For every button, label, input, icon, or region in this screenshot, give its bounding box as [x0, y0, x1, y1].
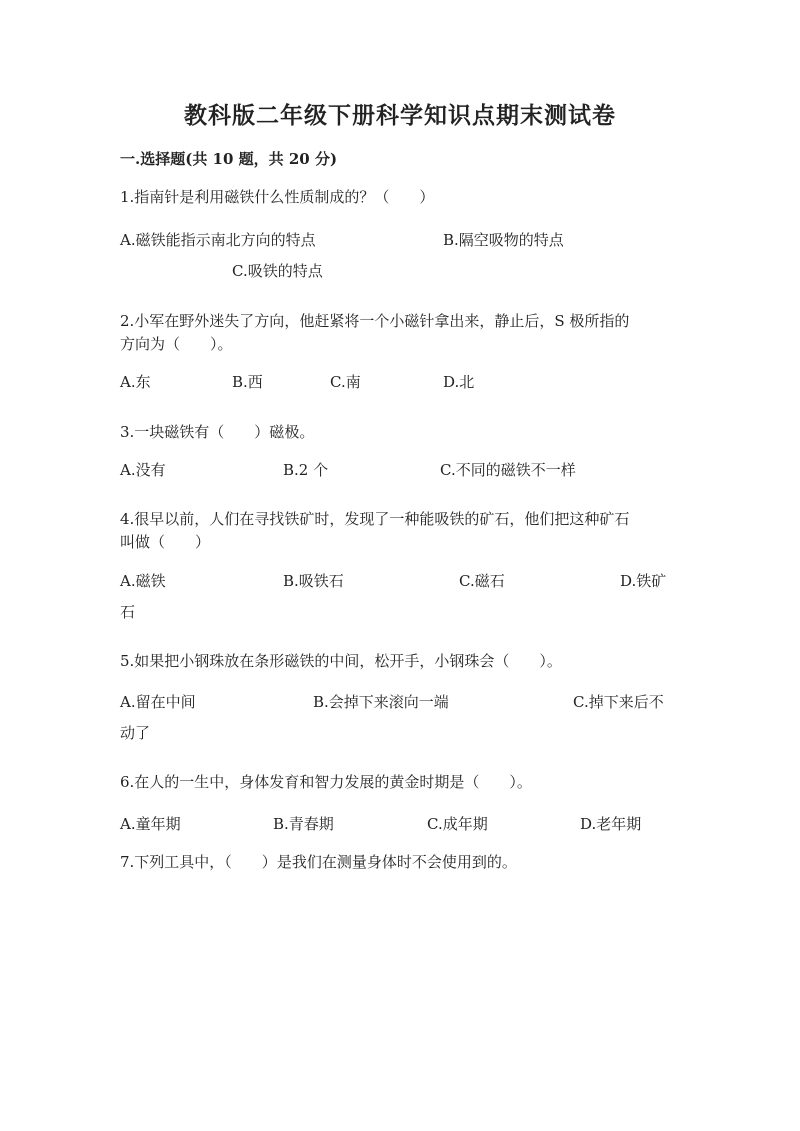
question-2-stem-line1: 2.小军在野外迷失了方向，他赶紧将一个小磁针拿出来，静止后，S 极所指的 [120, 312, 630, 330]
question-3-option-a: A.没有 [120, 461, 166, 479]
question-6-stem: 6.在人的一生中，身体发育和智力发展的黄金时期是（ ）。 [120, 773, 532, 791]
question-2-option-b: B.西 [232, 373, 263, 391]
question-6-option-d: D.老年期 [580, 815, 642, 833]
question-6-option-c: C.成年期 [427, 815, 488, 833]
question-4-stem-line2: 叫做（ ） [120, 533, 211, 551]
question-5-option-c-wrap: 动了 [120, 724, 151, 742]
question-4-option-a: A.磁铁 [120, 572, 166, 590]
question-1-option-c: C.吸铁的特点 [232, 262, 323, 280]
question-1-option-b: B.隔空吸物的特点 [443, 231, 564, 249]
question-2-option-a: A.东 [120, 373, 151, 391]
question-4-option-b: B.吸铁石 [283, 572, 344, 590]
question-6-option-a: A.童年期 [120, 815, 181, 833]
question-4-stem-line1: 4.很早以前，人们在寻找铁矿时，发现了一种能吸铁的矿石，他们把这种矿石 [120, 510, 630, 528]
question-4-option-c: C.磁石 [459, 572, 505, 590]
question-4-option-d: D.铁矿 [620, 572, 667, 590]
question-5-option-b: B.会掉下来滚向一端 [313, 693, 449, 711]
question-5-option-c: C.掉下来后不 [573, 693, 664, 711]
page-title: 教科版二年级下册科学知识点期末测试卷 [184, 102, 616, 129]
question-7-stem: 7.下列工具中，（ ）是我们在测量身体时不会使用到的。 [120, 853, 517, 871]
question-2-stem-line2: 方向为（ ）。 [120, 335, 233, 353]
question-3-option-b: B.2 个 [283, 461, 329, 479]
section-heading: 一.选择题(共 10 题，共 20 分) [120, 150, 338, 168]
question-3-option-c: C.不同的磁铁不一样 [440, 461, 576, 479]
question-2-option-d: D.北 [443, 373, 475, 391]
question-1-option-a: A.磁铁能指示南北方向的特点 [120, 231, 316, 249]
question-5-option-a: A.留在中间 [120, 693, 196, 711]
question-6-option-b: B.青春期 [273, 815, 334, 833]
question-1-stem: 1.指南针是利用磁铁什么性质制成的？（ ） [120, 188, 435, 206]
question-4-option-d-wrap: 石 [120, 603, 136, 621]
question-3-stem: 3.一块磁铁有（ ）磁极。 [120, 423, 315, 441]
question-5-stem: 5.如果把小钢珠放在条形磁铁的中间，松开手，小钢珠会（ ）。 [120, 652, 562, 670]
question-2-option-c: C.南 [330, 373, 361, 391]
